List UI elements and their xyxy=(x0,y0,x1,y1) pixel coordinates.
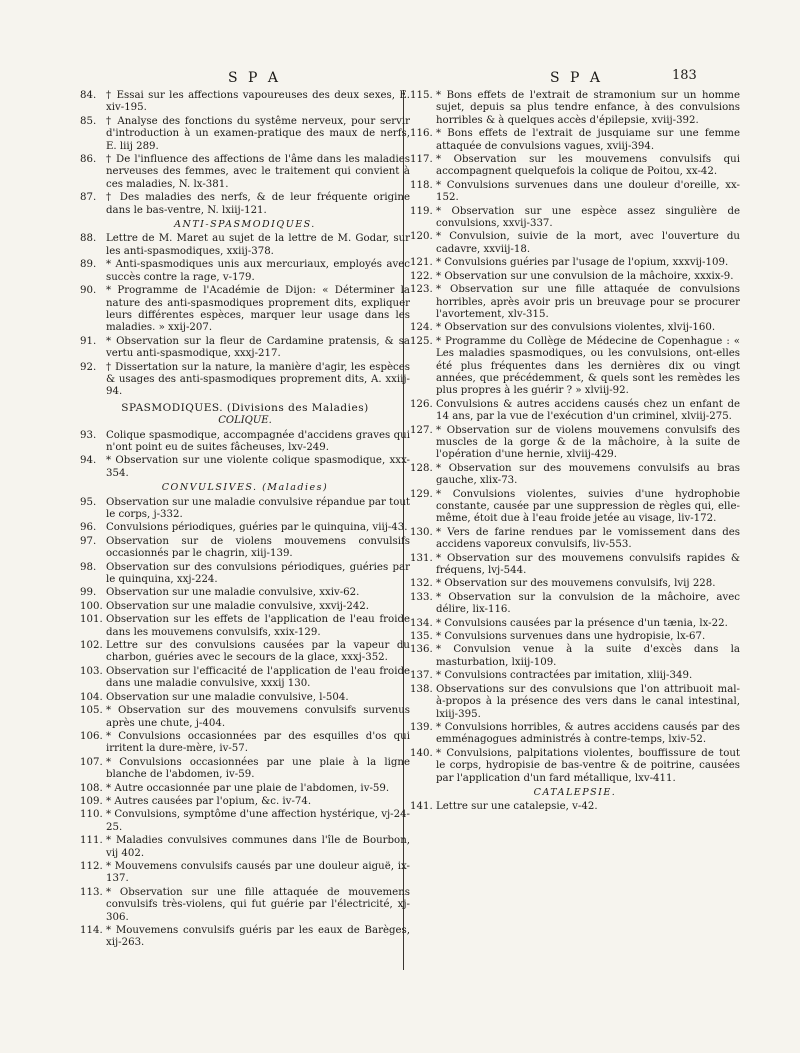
entry-number: 100. xyxy=(80,600,103,612)
entry-text: Lettre de M. Maret au sujet de la lettre de M. Godar, sur les anti-spasmodiques, xxiij-378. xyxy=(106,233,410,257)
index-entry xyxy=(410,578,740,590)
entry-text: † Essai sur les affections vapoureuses des deux sexes, E. xiv-195. xyxy=(106,90,410,114)
entry-text: Observations sur des convulsions que l'on attribuoit mal-à-propos à la présence des vers dans le canal intestinal, lxiij-395. xyxy=(436,683,740,720)
index-entry xyxy=(80,692,410,704)
entry-number: 99. xyxy=(80,587,97,599)
entry-number: 85. xyxy=(80,115,97,127)
index-entry xyxy=(410,336,740,398)
entry-number: 101. xyxy=(80,614,103,626)
entry-number: 122. xyxy=(410,270,433,282)
index-entry xyxy=(410,154,740,179)
index-entry xyxy=(80,887,410,924)
index-entry xyxy=(410,527,740,552)
entry-number: 105. xyxy=(80,705,103,717)
entry-number: 102. xyxy=(80,640,103,652)
entry-text: * Observation sur une espèce assez singulière de convulsions, xxvij-337. xyxy=(436,205,740,230)
entry-text: * Observation sur de violens mouvemens convulsifs des muscles de la gorge & de la mâchoire, à la suite de l'opération d'une hernie, xlviij-429. xyxy=(436,424,740,461)
entry-text: * Observation sur des mouvemens convulsifs survenus après une chute, j-404. xyxy=(106,705,410,729)
index-entry xyxy=(410,180,740,205)
entry-number: 116. xyxy=(410,128,433,140)
entry-text: Colique spasmodique, accompagnée d'accidens graves qui n'ont point eu de suites fâcheuses, lxv-249. xyxy=(106,429,410,453)
index-entry xyxy=(80,116,410,153)
entry-number: 128. xyxy=(410,462,433,474)
entry-number: 97. xyxy=(80,535,97,547)
index-entry xyxy=(80,601,410,613)
index-entry xyxy=(80,562,410,587)
entry-number: 107. xyxy=(80,756,103,768)
section-heading-catalepsie: CATALEPSIE. xyxy=(533,786,617,798)
right-column xyxy=(410,90,740,815)
entry-text: † Analyse des fonctions du systême nerveux, pour servir d'introduction à un examen-pratique des maux de nerfs, E. liij 289. xyxy=(106,115,410,152)
index-entry xyxy=(410,90,740,127)
index-entry xyxy=(410,748,740,785)
entry-text: * Bons effets de l'extrait de jusquiame sur une femme attaquée de convulsions vagues, xviij-394. xyxy=(436,128,740,152)
entry-text: * Observation sur une fille attaquée de mouvemens convulsifs très-violens, qui fut guérie par l'électricité, xj-306. xyxy=(106,886,410,923)
entry-text: * Autre occasionnée par une plaie de l'abdomen, iv-59. xyxy=(106,782,390,794)
entry-number: 121. xyxy=(410,257,433,269)
entry-number: 139. xyxy=(410,721,433,733)
entry-text: * Observation sur les mouvemens convulsifs qui accompagnent quelquefois la colique de Poitou, xx-42. xyxy=(436,154,740,178)
index-entry xyxy=(80,835,410,860)
index-entry xyxy=(80,614,410,639)
entry-text: Observation sur une maladie convulsive, xxiv-62. xyxy=(106,587,360,599)
entry-number: 120. xyxy=(410,231,433,243)
entry-text: Observation sur les effets de l'application de l'eau froide dans les mouvemens convulsifs, xxix-129. xyxy=(106,614,410,638)
entry-text: * Convulsion venue à la suite d'excès dans la masturbation, lxiij-109. xyxy=(436,644,740,668)
entry-number: 133. xyxy=(410,591,433,603)
running-head-right: S P A xyxy=(550,70,604,86)
running-head-left: S P A xyxy=(228,70,282,86)
entry-number: 127. xyxy=(410,424,433,436)
index-entry xyxy=(80,809,410,834)
index-entry xyxy=(80,666,410,691)
entry-number: 141. xyxy=(410,801,433,813)
entry-text: * Observation sur une violente colique spasmodique, xxx-354. xyxy=(106,455,410,479)
section-heading-anti-spasmodiques: ANTI-SPASMODIQUES. xyxy=(174,219,316,231)
entry-text: * Programme de l'Académie de Dijon: « Déterminer la nature des anti-spasmodiques proprement dits, expliquer leurs différentes espèces, marquer leur usage dans les maladies. » xxij-207. xyxy=(106,285,410,334)
entry-text: * Convulsions horribles, & autres accidens causés par des emménagogues administrés à contre-temps, lxiv-52. xyxy=(436,721,740,746)
entry-number: 92. xyxy=(80,361,97,373)
entry-number: 98. xyxy=(80,561,97,573)
index-entry xyxy=(410,801,740,813)
index-entry xyxy=(80,154,410,191)
entry-text: Observation sur des convulsions périodiques, guéries par le quinquina, xxj-224. xyxy=(106,561,410,586)
page-number: 183 xyxy=(672,68,697,83)
entry-text: Convulsions périodiques, guéries par le quinquina, viij-43. xyxy=(106,522,408,534)
section-heading-colique: COLIQUE. xyxy=(218,415,272,427)
entry-text: * Convulsions occasionnées par des esquilles d'os qui irritent la dure-mère, iv-57. xyxy=(106,730,410,755)
index-entry xyxy=(80,192,410,217)
entry-number: 132. xyxy=(410,578,433,590)
index-entry xyxy=(410,722,740,747)
entry-text: * Convulsion, suivie de la mort, avec l'ouverture du cadavre, xxviij-18. xyxy=(436,231,740,255)
index-entry xyxy=(410,684,740,721)
entry-text: * Observation sur une fille attaquée de convulsions horribles, après avoir pris un breuvage pour se procurer l'avortement, xlv-315. xyxy=(436,284,740,320)
entry-text: * Programme du Collège de Médecine de Copenhague : « Les maladies spasmodiques, ou les convulsions, ont-elles été plus fréquentes dans les dernières dix ou vingt années, que précédemment, & quels sont les remèdes les plus propres à les guérir ? » xlviij-92. xyxy=(436,335,740,397)
entry-number: 86. xyxy=(80,154,97,166)
index-entry xyxy=(410,284,740,321)
entry-text: * Observation sur des mouvemens convulsifs rapides & fréquens, lvj-544. xyxy=(436,552,740,577)
index-entry xyxy=(410,257,740,269)
entry-text: † Dissertation sur la nature, la manière d'agir, les espèces & usages des anti-spasmodiques proprement dits, A. xxiij-94. xyxy=(106,361,410,398)
index-entry xyxy=(410,399,740,424)
index-entry xyxy=(410,425,740,462)
entry-number: 119. xyxy=(410,205,433,217)
entries-catalepsie xyxy=(410,801,740,813)
entry-number: 123. xyxy=(410,284,433,296)
entry-text: † De l'influence des affections de l'âme dans les maladies nerveuses des femmes, avec le traitement qui convient à ces maladies, N. lx-381. xyxy=(106,154,410,190)
entry-text: * Observation sur des convulsions violentes, xlvij-160. xyxy=(436,322,716,334)
entry-number: 90. xyxy=(80,285,97,297)
index-entry xyxy=(80,640,410,665)
section-heading-convulsives: CONVULSIVES. (Maladies) xyxy=(161,482,329,494)
entry-number: 117. xyxy=(410,154,433,166)
entry-number: 103. xyxy=(80,665,103,677)
index-entry xyxy=(80,783,410,795)
entry-text: * Convulsions causées par la présence d'un tænia, lx-22. xyxy=(436,617,728,629)
index-entry xyxy=(410,489,740,526)
index-entry xyxy=(80,796,410,808)
entry-number: 115. xyxy=(410,90,433,101)
index-entry xyxy=(80,497,410,522)
entry-text: * Convulsions violentes, suivies d'une hydrophobie constante, causée par une suppression de règles qui, elle-même, étoit due à l'eau froide jetée au visage, liv-172. xyxy=(436,488,740,525)
index-entry xyxy=(80,285,410,335)
entry-number: 140. xyxy=(410,747,433,759)
entry-number: 111. xyxy=(80,835,103,847)
entry-text: * Observation sur une convulsion de la mâchoire, xxxix-9. xyxy=(436,270,734,282)
entry-text: * Autres causées par l'opium, &c. iv-74. xyxy=(106,795,312,807)
entry-number: 130. xyxy=(410,526,433,538)
entry-number: 138. xyxy=(410,683,433,695)
entry-text: * Observation sur la fleur de Cardamine pratensis, & sa vertu anti-spasmodique, xxxj-217. xyxy=(106,335,410,360)
entry-text: * Convulsions, palpitations violentes, bouffissure de tout le corps, hydropisie de bas-ventre & de poitrine, causées par l'application d'un fard métallique, lxv-411. xyxy=(436,747,740,784)
entry-number: 109. xyxy=(80,795,103,807)
entry-text: Observation sur une maladie convulsive répandue par tout le corps, j-332. xyxy=(106,496,410,520)
entry-text: * Convulsions, symptôme d'une affection hystérique, vj-24-25. xyxy=(106,809,410,833)
entry-number: 125. xyxy=(410,335,433,347)
index-entry xyxy=(410,128,740,153)
entry-number: 84. xyxy=(80,90,97,101)
index-entry xyxy=(80,430,410,455)
entry-text: * Vers de farine rendues par le vomissement dans des accidens vaporeux convulsifs, liv-553. xyxy=(436,526,740,551)
index-entry xyxy=(410,322,740,334)
entry-number: 135. xyxy=(410,631,433,643)
entry-text: Observation sur une maladie convulsive, l-504. xyxy=(106,691,349,703)
entry-number: 113. xyxy=(80,886,103,898)
entry-number: 93. xyxy=(80,429,97,441)
entry-number: 96. xyxy=(80,522,97,534)
entry-number: 136. xyxy=(410,644,433,656)
entry-text: * Convulsions survenues dans une hydropisie, lx-67. xyxy=(436,631,706,643)
entry-number: 95. xyxy=(80,496,97,508)
entry-text: Lettre sur une catalepsie, v-42. xyxy=(436,801,598,813)
left-column xyxy=(80,90,410,951)
index-entry xyxy=(410,618,740,630)
index-entry xyxy=(80,757,410,782)
entries-anti xyxy=(80,233,410,398)
entries-convulsives xyxy=(80,497,410,950)
entry-text: Observation sur une maladie convulsive, xxvij-242. xyxy=(106,600,370,612)
index-entry xyxy=(80,705,410,730)
index-entry xyxy=(410,592,740,617)
index-entry xyxy=(80,536,410,561)
entry-number: 104. xyxy=(80,691,103,703)
entry-text: Convulsions & autres accidens causés chez un enfant de 14 ans, par la vue de l'exécution d'un criminel, xlviij-275. xyxy=(436,398,740,423)
index-entry xyxy=(80,455,410,480)
index-entry xyxy=(410,631,740,643)
entry-text: * Observation sur des mouvemens convulsifs, lvij 228. xyxy=(436,578,716,590)
entry-text: * Anti-spasmodiques unis aux mercuriaux, employés avec succès contre la rage, v-179. xyxy=(106,259,410,283)
entry-text: * Observation sur des mouvemens convulsifs au bras gauche, xlix-73. xyxy=(436,462,740,487)
entries-convulsives-cont xyxy=(410,90,740,785)
entry-text: * Bons effets de l'extrait de stramonium sur un homme sujet, depuis sa plus tendre enfance, à des convulsions horribles & à quelques accès d'épilepsie, xviij-392. xyxy=(436,90,740,126)
index-entry xyxy=(80,731,410,756)
entry-text: Observation sur de violens mouvemens convulsifs occasionnés par le chagrin, xiij-139. xyxy=(106,535,410,560)
entry-text: * Convulsions contractées par imitation, xliij-349. xyxy=(436,670,693,682)
entry-text: * Convulsions occasionnées par une plaie à la ligne blanche de l'abdomen, iv-59. xyxy=(106,756,410,781)
entry-number: 91. xyxy=(80,335,97,347)
index-entry xyxy=(80,587,410,599)
entry-text: * Mouvemens convulsifs guéris par les eaux de Barèges, xij-263. xyxy=(106,925,410,949)
entry-number: 108. xyxy=(80,782,103,794)
entry-number: 114. xyxy=(80,925,103,936)
entry-text: Lettre sur des convulsions causées par la vapeur du charbon, guéries avec le secours de la glace, xxxj-352. xyxy=(106,640,410,664)
index-entry xyxy=(410,271,740,283)
section-heading-spasmodiques: SPASMODIQUES. (Divisions des Maladies) xyxy=(121,401,369,414)
index-entry xyxy=(410,463,740,488)
entry-number: 110. xyxy=(80,809,103,821)
index-entry xyxy=(80,362,410,399)
entry-number: 124. xyxy=(410,322,433,334)
entry-text: * Observation sur la convulsion de la mâchoire, avec délire, lix-116. xyxy=(436,591,740,616)
entry-number: 94. xyxy=(80,455,97,467)
entries-nerveuses xyxy=(80,90,410,217)
entry-number: 137. xyxy=(410,670,433,682)
entry-text: * Convulsions survenues dans une douleur d'oreille, xx-152. xyxy=(436,179,740,204)
entry-number: 126. xyxy=(410,398,433,410)
index-entry xyxy=(410,553,740,578)
index-entry xyxy=(80,259,410,284)
entry-text: * Convulsions guéries par l'usage de l'opium, xxxvij-109. xyxy=(436,257,729,269)
index-entry xyxy=(80,522,410,534)
entry-number: 106. xyxy=(80,730,103,742)
entries-colique xyxy=(80,430,410,481)
entry-number: 131. xyxy=(410,552,433,564)
index-entry xyxy=(410,231,740,256)
index-entry xyxy=(410,670,740,682)
entry-text: Observation sur l'efficacité de l'application de l'eau froide dans une maladie convulsive, xxxij 130. xyxy=(106,665,410,690)
index-entry xyxy=(80,90,410,115)
entry-text: * Mouvemens convulsifs causés par une douleur aiguë, ix-137. xyxy=(106,860,410,885)
index-entry xyxy=(80,233,410,258)
entry-text: * Maladies convulsives communes dans l'île de Bourbon, vij 402. xyxy=(106,835,410,859)
entry-number: 118. xyxy=(410,179,433,191)
entry-number: 129. xyxy=(410,488,433,500)
index-entry xyxy=(410,206,740,231)
entry-text: † Des maladies des nerfs, & de leur fréquente origine dans le bas-ventre, N. lxiij-121. xyxy=(106,192,410,216)
entry-number: 112. xyxy=(80,860,103,872)
entry-number: 87. xyxy=(80,192,97,204)
index-entry xyxy=(410,644,740,669)
entry-number: 89. xyxy=(80,259,97,271)
index-entry xyxy=(80,336,410,361)
entry-number: 134. xyxy=(410,617,433,629)
entry-number: 88. xyxy=(80,233,97,245)
index-entry xyxy=(80,861,410,886)
index-entry xyxy=(80,925,410,950)
